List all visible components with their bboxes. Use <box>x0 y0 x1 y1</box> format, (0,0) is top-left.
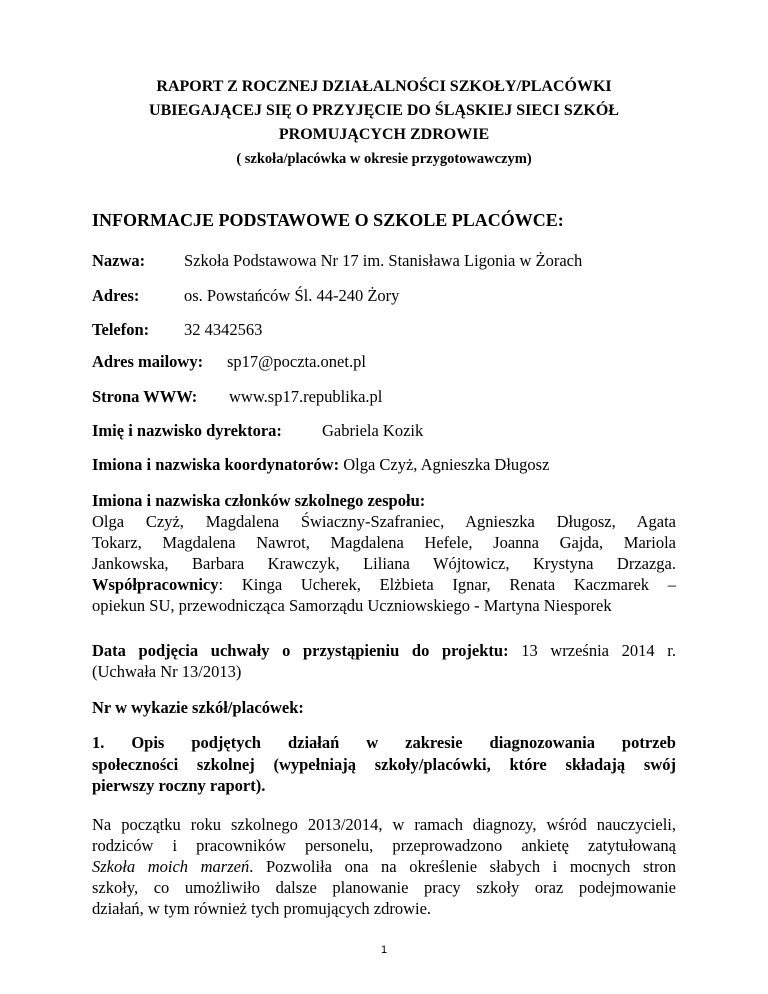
team-label-text: Imiona i nazwiska członków szkolnego zespołu: <box>92 491 426 510</box>
collaborators-names: : Kinga Ucherek, Elżbieta Ignar, Renata Kaczmarek – <box>218 575 676 594</box>
phone-value: 32 4342563 <box>184 320 263 339</box>
address-value: os. Powstańców Śl. 44-240 Żory <box>184 286 400 305</box>
name-row <box>92 251 145 271</box>
point-1-line-1: 1. Opis podjętych działań w zakresie diagnozowania potrzeb <box>92 733 676 752</box>
email-value: sp17@poczta.onet.pl <box>227 352 366 371</box>
www-row <box>92 387 197 407</box>
collaborators-line-1 <box>92 575 676 595</box>
resolution-line-1 <box>92 641 676 661</box>
team-label <box>92 491 425 511</box>
report-title-line-3: PROMUJĄCYCH ZDROWIE <box>278 126 490 143</box>
email-row <box>92 352 203 372</box>
paragraph-line-3 <box>92 857 676 877</box>
www-value: www.sp17.republika.pl <box>229 387 383 406</box>
team-line-1: Olga Czyż, Magdalena Świaczny-Szafraniec, Agnieszka Długosz, Agata <box>92 512 676 531</box>
point-1-line-3: pierwszy roczny raport). <box>92 776 266 795</box>
email-label: Adres mailowy: <box>92 352 204 371</box>
resolution-line-2: (Uchwała Nr 13/2013) <box>92 662 242 681</box>
collaborators-line-2: opiekun SU, przewodnicząca Samorządu Uczniowskiego - Martyna Niesporek <box>92 596 612 615</box>
paragraph-line-4: szkoły, co umożliwiło dalsze planowanie pracy szkoły oraz podejmowanie <box>92 878 676 897</box>
coordinators-value: Olga Czyż, Agnieszka Długosz <box>343 455 550 474</box>
paragraph-line-2: rodziców i pracowników personelu, przeprowadzono ankietę zatytułowaną <box>92 836 676 855</box>
section-heading: INFORMACJE PODSTAWOWE O SZKOLE PLACÓWCE: <box>92 210 564 230</box>
paragraph-line-5: działań, w tym również tych promujących zdrowie. <box>92 899 432 918</box>
resolution-label: Data podjęcia uchwały o przystąpieniu do projektu: <box>92 641 509 660</box>
collaborators-label: Współpracownicy <box>92 575 219 594</box>
coordinators-label: Imiona i nazwiska koordynatorów: <box>92 455 340 474</box>
report-title-line-2: UBIEGAJĄCEJ SIĘ O PRZYJĘCIE DO ŚLĄSKIEJ SIECI SZKÓŁ <box>149 102 619 119</box>
name-label: Nazwa: <box>92 251 146 270</box>
director-value: Gabriela Kozik <box>322 421 424 440</box>
registry-row <box>92 698 304 718</box>
registry-label: Nr w wykazie szkół/placówek: <box>92 698 304 717</box>
paragraph-line-1: Na początku roku szkolnego 2013/2014, w ramach diagnozy, wśród nauczycieli, <box>92 815 676 834</box>
coordinators-row <box>92 455 549 475</box>
paragraph-italic-title: Szkoła moich marzeń <box>92 857 250 876</box>
name-value: Szkoła Podstawowa Nr 17 im. Stanisława Ligonia w Żorach <box>184 251 583 270</box>
resolution-date: 13 września 2014 r. <box>508 641 676 660</box>
point-1-line-2: społeczności szkolnej (wypełniają szkoły/placówki, które składają swój <box>92 755 676 774</box>
phone-row <box>92 320 149 340</box>
page-number: 1 <box>380 944 388 956</box>
director-row <box>92 421 282 441</box>
address-label: Adres: <box>92 286 140 305</box>
director-label: Imię i nazwisko dyrektora: <box>92 421 282 440</box>
team-line-3: Jankowska, Barbara Krawczyk, Liliana Wójtowicz, Krystyna Drzazga. <box>92 554 676 573</box>
report-subtitle: ( szkoła/placówka w okresie przygotowawczym) <box>236 151 532 167</box>
phone-label: Telefon: <box>92 320 150 339</box>
report-title-line-1: RAPORT Z ROCZNEJ DZIAŁALNOŚCI SZKOŁY/PLACÓWKI <box>156 78 612 95</box>
paragraph-line-3-rest: . Pozwoliła ona na określenie słabych i mocnych stron <box>249 857 676 876</box>
www-label: Strona WWW: <box>92 387 198 406</box>
team-line-2: Tokarz, Magdalena Nawrot, Magdalena Hefele, Joanna Gajda, Mariola <box>92 533 676 552</box>
address-row <box>92 286 139 306</box>
